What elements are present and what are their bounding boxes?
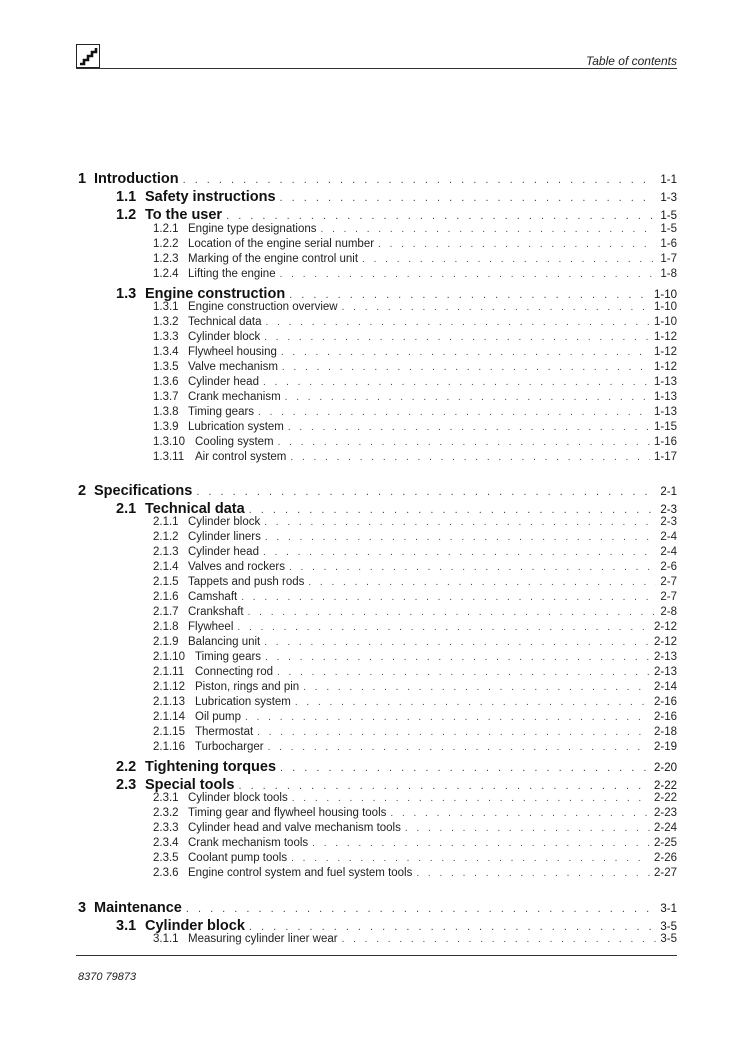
toc-entry-2-1-8[interactable] <box>0 621 738 636</box>
toc-entry-page: 2-1 <box>660 486 677 498</box>
toc-entry-number: 2.3 <box>116 777 137 793</box>
toc-leader-dots <box>183 174 657 186</box>
toc-entry-number: 2.1.12 <box>153 681 185 693</box>
toc-entry-title: Crank mechanism <box>188 391 281 403</box>
toc-entry-page: 2-26 <box>653 852 677 864</box>
toc-entry-title: Timing gear and flywheel housing tools <box>188 807 387 819</box>
toc-leader-dots <box>295 697 650 708</box>
toc-leader-dots <box>245 712 650 723</box>
toc-entry-title: Technical data <box>188 316 262 328</box>
toc-entry-number: 2.1.7 <box>153 606 179 618</box>
toc-entry-number: 2.1.8 <box>153 621 179 633</box>
toc-leader-dots <box>280 269 657 280</box>
toc-entry-title: Turbocharger <box>195 741 264 753</box>
toc-entry-page: 1-13 <box>653 376 677 388</box>
toc-entry-page: 1-13 <box>653 391 677 403</box>
toc-entry-page: 2-27 <box>653 867 677 879</box>
toc-entry-2-3-5[interactable] <box>0 852 738 867</box>
toc-leader-dots <box>196 486 656 498</box>
toc-entry-title: Measuring cylinder liner wear <box>188 933 338 945</box>
toc-entry-2-1-3[interactable] <box>0 546 738 561</box>
toc-leader-dots <box>289 562 656 573</box>
toc-entry-1-3-11[interactable] <box>0 451 738 466</box>
toc-entry-number: 1.3.9 <box>153 421 179 433</box>
toc-entry-number: 3.1.1 <box>153 933 179 945</box>
toc-entry-page: 1-7 <box>660 253 677 265</box>
toc-leader-dots <box>264 332 650 343</box>
toc-entry-number: 1.2.2 <box>153 238 179 250</box>
toc-entry-1-2-1[interactable] <box>0 223 738 238</box>
toc-entry-page: 2-22 <box>653 792 677 804</box>
toc-entry-page: 1-17 <box>653 451 677 463</box>
toc-entry-page: 1-5 <box>660 210 677 222</box>
toc-entry-number: 1.2.3 <box>153 253 179 265</box>
toc-entry-1-3-4[interactable] <box>0 346 738 361</box>
toc-entry-2-1-1[interactable] <box>0 516 738 531</box>
toc-entry-number: 1.2.1 <box>153 223 179 235</box>
toc-entry-number: 2.1.6 <box>153 591 179 603</box>
document-number: 8370 79873 <box>78 971 137 983</box>
toc-leader-dots <box>257 727 650 738</box>
toc-leader-dots <box>264 517 656 528</box>
toc-entry-number: 2.1.16 <box>153 741 185 753</box>
toc-entry-title: Lubrication system <box>188 421 284 433</box>
toc-entry-1-1[interactable] <box>0 189 738 207</box>
toc-entry-number: 1.3 <box>116 286 137 302</box>
toc-leader-dots <box>238 780 650 792</box>
toc-entry-title: Cylinder liners <box>188 531 261 543</box>
toc-leader-dots <box>288 422 650 433</box>
toc-entry-title: Maintenance <box>94 900 182 916</box>
toc-entry-page: 2-12 <box>653 636 677 648</box>
toc-leader-dots <box>263 377 650 388</box>
toc-entry-1-3-2[interactable] <box>0 316 738 331</box>
toc-entry-2-3-1[interactable] <box>0 792 738 807</box>
toc-leader-dots <box>312 838 650 849</box>
toc-entry-title: Safety instructions <box>145 189 276 205</box>
toc-leader-dots <box>405 823 650 834</box>
toc-entry-number: 2.2 <box>116 759 137 775</box>
toc-entry-title: Camshaft <box>188 591 238 603</box>
toc-leader-dots <box>289 289 650 301</box>
toc-entry-2-1-5[interactable] <box>0 576 738 591</box>
toc-entry-title: Engine type designations <box>188 223 317 235</box>
toc-entry-title: Cylinder block <box>188 331 261 343</box>
toc-entry-page: 2-18 <box>653 726 677 738</box>
toc-entry-title: To the user <box>145 207 223 223</box>
toc-entry-title: Connecting rod <box>195 666 273 678</box>
toc-entry-3-1-1[interactable] <box>0 933 738 948</box>
toc-entry-number: 2.3.3 <box>153 822 179 834</box>
toc-entry-page: 1-12 <box>653 346 677 358</box>
toc-leader-dots <box>241 592 656 603</box>
toc-entry-2-1-11[interactable] <box>0 666 738 681</box>
toc-leader-dots <box>282 362 650 373</box>
toc-entry-number: 2.1.9 <box>153 636 179 648</box>
toc-entry-page: 2-6 <box>660 561 677 573</box>
toc-entry-1-2-3[interactable] <box>0 253 738 268</box>
toc-entry-title: Crankshaft <box>188 606 244 618</box>
toc-entry-number: 2.1.2 <box>153 531 179 543</box>
toc-entry-2-1-10[interactable] <box>0 651 738 666</box>
toc-entry-page: 1-12 <box>653 361 677 373</box>
toc-entry-2-1-4[interactable] <box>0 561 738 576</box>
toc-entry-title: Marking of the engine control unit <box>188 253 359 265</box>
toc-entry-page: 2-16 <box>653 696 677 708</box>
toc-leader-dots <box>342 934 657 945</box>
toc-entry-title: Cylinder head <box>188 546 259 558</box>
toc-leader-dots <box>342 302 650 313</box>
toc-entry-page: 2-16 <box>653 711 677 723</box>
toc-entry-1-3-9[interactable] <box>0 421 738 436</box>
toc-entry-page: 2-24 <box>653 822 677 834</box>
toc-entry-page: 3-5 <box>660 921 677 933</box>
toc-entry-number: 2.1.11 <box>153 666 185 678</box>
toc-entry-page: 2-14 <box>653 681 677 693</box>
toc-entry-2-1-9[interactable] <box>0 636 738 651</box>
toc-entry-1-3-10[interactable] <box>0 436 738 451</box>
toc-leader-dots <box>280 762 650 774</box>
toc-entry-title: Tightening torques <box>145 759 277 775</box>
toc-entry-number: 2.1.10 <box>153 651 185 663</box>
toc-entry-title: Flywheel housing <box>188 346 277 358</box>
toc-entry-title: Thermostat <box>195 726 254 738</box>
toc-entry-title: Cylinder block <box>188 516 261 528</box>
toc-entry-title: Engine construction <box>145 286 286 302</box>
toc-entry-2-3-6[interactable] <box>0 867 738 882</box>
toc-entry-number: 2.1.15 <box>153 726 185 738</box>
toc-entry-title: Special tools <box>145 777 235 793</box>
toc-leader-dots <box>321 224 657 235</box>
toc-entry-title: Location of the engine serial number <box>188 238 375 250</box>
toc-entry-title: Lubrication system <box>195 696 291 708</box>
toc-entry-page: 2-12 <box>653 621 677 633</box>
toc-entry-page: 2-25 <box>653 837 677 849</box>
toc-entry-page: 1-10 <box>653 316 677 328</box>
toc-entry-1-3-8[interactable] <box>0 406 738 421</box>
toc-leader-dots <box>265 532 657 543</box>
toc-leader-dots <box>292 793 650 804</box>
toc-entry-page: 1-16 <box>653 436 677 448</box>
toc-entry-page: 2-13 <box>653 651 677 663</box>
toc-leader-dots <box>277 667 650 678</box>
toc-entry-page: 2-3 <box>660 516 677 528</box>
toc-entry-page: 2-3 <box>660 504 677 516</box>
toc-entry-page: 2-20 <box>653 762 677 774</box>
toc-entry-number: 1.3.8 <box>153 406 179 418</box>
toc-leader-dots <box>378 239 656 250</box>
toc-entry-2-1-16[interactable] <box>0 741 738 756</box>
toc-entry-title: Timing gears <box>188 406 255 418</box>
toc-entry-number: 1.3.7 <box>153 391 179 403</box>
toc-leader-dots <box>237 622 650 633</box>
toc-entry-number: 2.1.14 <box>153 711 185 723</box>
toc-entry-page: 1-12 <box>653 331 677 343</box>
toc-entry-title: Tappets and push rods <box>188 576 305 588</box>
toc-entry-page: 2-7 <box>660 591 677 603</box>
toc-leader-dots <box>249 504 657 516</box>
toc-entry-number: 2 <box>78 483 87 499</box>
toc-entry-number: 2.3.6 <box>153 867 179 879</box>
toc-entry-number: 1.3.5 <box>153 361 179 373</box>
header-divider <box>76 68 677 69</box>
toc-leader-dots <box>265 652 650 663</box>
toc-leader-dots <box>390 808 650 819</box>
footer-divider <box>76 955 677 956</box>
toc-leader-dots <box>290 452 650 463</box>
toc-leader-dots <box>268 742 650 753</box>
toc-entry-title: Technical data <box>145 501 245 517</box>
toc-entry-number: 2.1 <box>116 501 137 517</box>
staircase-logo-icon <box>76 44 100 68</box>
toc-entry-title: Coolant pump tools <box>188 852 288 864</box>
toc-entry-page: 1-13 <box>653 406 677 418</box>
toc-entry-title: Piston, rings and pin <box>195 681 300 693</box>
toc-entry-page: 2-4 <box>660 531 677 543</box>
toc-entry-1[interactable] <box>0 171 738 189</box>
toc-entry-page: 2-4 <box>660 546 677 558</box>
toc-entry-title: Valve mechanism <box>188 361 278 373</box>
toc-entry-number: 1.3.3 <box>153 331 179 343</box>
toc-entry-number: 1 <box>78 171 87 187</box>
toc-entry-page: 1-1 <box>660 174 677 186</box>
toc-entry-page: 3-5 <box>660 933 677 945</box>
toc-entry-2-3-4[interactable] <box>0 837 738 852</box>
toc-entry-title: Balancing unit <box>188 636 261 648</box>
toc-leader-dots <box>303 682 650 693</box>
toc-entry-number: 2.1.1 <box>153 516 179 528</box>
toc-entry-number: 2.3.2 <box>153 807 179 819</box>
toc-entry-title: Cylinder block <box>145 918 245 934</box>
toc-entry-2-1-15[interactable] <box>0 726 738 741</box>
toc-entry-1-3-3[interactable] <box>0 331 738 346</box>
toc-entry-title: Valves and rockers <box>188 561 285 573</box>
toc-entry-number: 1.2.4 <box>153 268 179 280</box>
toc-leader-dots <box>278 437 650 448</box>
toc-entry-2-1-2[interactable] <box>0 531 738 546</box>
toc-entry-number: 3.1 <box>116 918 137 934</box>
toc-entry-page: 2-19 <box>653 741 677 753</box>
toc-entry-number: 2.1.5 <box>153 576 179 588</box>
toc-entry-title: Lifting the engine <box>188 268 276 280</box>
toc-entry-1-3-1[interactable] <box>0 301 738 316</box>
page-header-title: Table of contents <box>586 54 677 68</box>
toc-entry-page: 1-3 <box>660 192 677 204</box>
toc-entry-title: Air control system <box>195 451 287 463</box>
toc-entry-title: Cylinder head and valve mechanism tools <box>188 822 401 834</box>
toc-entry-page: 2-22 <box>653 780 677 792</box>
toc-entry-number: 2.3.1 <box>153 792 179 804</box>
toc-leader-dots <box>285 392 650 403</box>
toc-entry-number: 1.3.10 <box>153 436 185 448</box>
toc-entry-number: 1.1 <box>116 189 137 205</box>
toc-entry-page: 2-8 <box>660 606 677 618</box>
toc-entry-page: 3-1 <box>660 903 677 915</box>
toc-entry-2-1-13[interactable] <box>0 696 738 711</box>
toc-entry-number: 1.3.4 <box>153 346 179 358</box>
toc-entry-number: 1.3.11 <box>153 451 185 463</box>
toc-entry-page: 1-5 <box>660 223 677 235</box>
toc-leader-dots <box>266 317 650 328</box>
toc-leader-dots <box>226 210 656 222</box>
toc-entry-1-3-7[interactable] <box>0 391 738 406</box>
toc-leader-dots <box>281 347 650 358</box>
toc-entry-number: 1.3.2 <box>153 316 179 328</box>
toc-entry-page: 2-23 <box>653 807 677 819</box>
toc-entry-2-2[interactable] <box>0 759 738 777</box>
toc-leader-dots <box>280 192 657 204</box>
toc-entry-2-3-2[interactable] <box>0 807 738 822</box>
toc-entry-page: 1-10 <box>653 289 677 301</box>
toc-leader-dots <box>264 637 650 648</box>
toc-entry-title: Oil pump <box>195 711 242 723</box>
toc-entry-title: Cylinder head <box>188 376 259 388</box>
toc-entry-page: 1-15 <box>653 421 677 433</box>
toc-leader-dots <box>362 254 656 265</box>
toc-entry-page: 1-8 <box>660 268 677 280</box>
toc-entry-title: Cooling system <box>195 436 274 448</box>
toc-leader-dots <box>416 868 650 879</box>
toc-entry-page: 1-6 <box>660 238 677 250</box>
toc-entry-title: Specifications <box>94 483 193 499</box>
toc-entry-1-3-6[interactable] <box>0 376 738 391</box>
toc-leader-dots <box>249 921 656 933</box>
toc-entry-2[interactable] <box>0 483 738 501</box>
toc-entry-number: 2.3.5 <box>153 852 179 864</box>
toc-leader-dots <box>248 607 657 618</box>
toc-entry-title: Introduction <box>94 171 179 187</box>
toc-entry-2-1-14[interactable] <box>0 711 738 726</box>
toc-entry-1-3-5[interactable] <box>0 361 738 376</box>
toc-entry-1-2-4[interactable] <box>0 268 738 283</box>
toc-leader-dots <box>308 577 656 588</box>
toc-entry-number: 2.1.3 <box>153 546 179 558</box>
toc-entry-number: 2.3.4 <box>153 837 179 849</box>
toc-leader-dots <box>291 853 650 864</box>
toc-entry-title: Engine control system and fuel system tools <box>188 867 413 879</box>
toc-entry-2-1-7[interactable] <box>0 606 738 621</box>
toc-entry-title: Crank mechanism tools <box>188 837 309 849</box>
toc-entry-number: 2.1.4 <box>153 561 179 573</box>
toc-leader-dots <box>258 407 650 418</box>
toc-leader-dots <box>263 547 656 558</box>
toc-entry-2-1-6[interactable] <box>0 591 738 606</box>
toc-entry-page: 2-7 <box>660 576 677 588</box>
toc-entry-number: 1.2 <box>116 207 137 223</box>
toc-entry-number: 3 <box>78 900 87 916</box>
toc-entry-number: 1.3.1 <box>153 301 179 313</box>
toc-entry-number: 1.3.6 <box>153 376 179 388</box>
toc-entry-2-3-3[interactable] <box>0 822 738 837</box>
toc-entry-page: 1-10 <box>653 301 677 313</box>
toc-entry-title: Flywheel <box>188 621 234 633</box>
toc-entry-number: 2.1.13 <box>153 696 185 708</box>
toc-entry-page: 2-13 <box>653 666 677 678</box>
toc-entry-3[interactable] <box>0 900 738 918</box>
toc-entry-1-2-2[interactable] <box>0 238 738 253</box>
toc-entry-2-1-12[interactable] <box>0 681 738 696</box>
toc-entry-title: Cylinder block tools <box>188 792 288 804</box>
toc-entry-title: Engine construction overview <box>188 301 338 313</box>
toc-leader-dots <box>186 903 657 915</box>
toc-entry-title: Timing gears <box>195 651 262 663</box>
